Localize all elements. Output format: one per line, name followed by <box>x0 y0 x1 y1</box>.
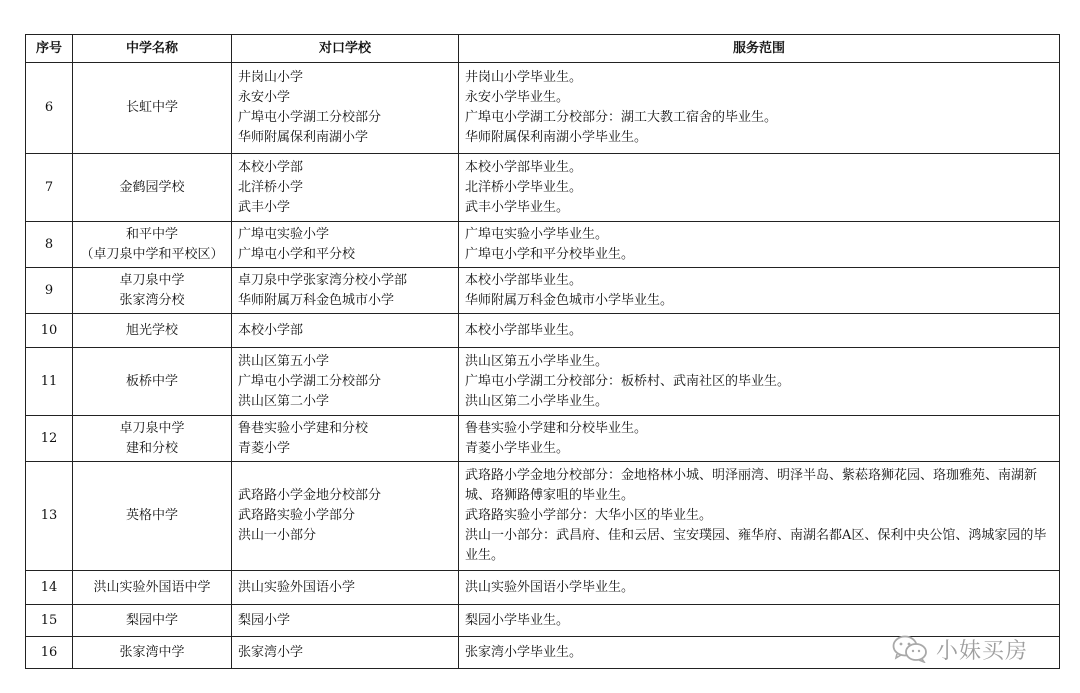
scope-line: 本校小学部毕业生。 <box>465 159 583 175</box>
row-index: 11 <box>26 348 73 416</box>
scope-line: 鲁巷实验小学建和分校毕业生。 <box>465 420 648 436</box>
primary-schools-cell <box>232 348 459 416</box>
middle-school-name: （卓刀泉中学和平校区） <box>80 246 224 262</box>
table-row <box>26 462 1060 571</box>
table-body <box>26 63 1060 669</box>
table-row <box>26 416 1060 462</box>
header-index: 序号 <box>26 35 73 63</box>
primary-schools-cell <box>232 462 459 571</box>
scope-line: 广埠屯小学湖工分校部分：湖工大教工宿舍的毕业生。 <box>465 110 778 125</box>
scope-line: 广埠屯小学湖工分校部分：板桥村、武南社区的毕业生。 <box>465 373 791 389</box>
middle-school-cell <box>73 571 232 605</box>
primary-schools-cell <box>232 63 459 154</box>
row-index: 7 <box>26 154 73 222</box>
primary-school-name: 卓刀泉中学张家湾分校小学部 <box>238 272 408 288</box>
primary-school-name: 武珞路实验小学部分 <box>238 508 356 523</box>
middle-school-name: 板桥中学 <box>125 373 178 389</box>
middle-school-cell <box>73 154 232 222</box>
middle-school-name: 和平中学 <box>125 226 178 242</box>
scope-line: 洪山区第五小学毕业生。 <box>465 353 609 369</box>
header-primary-schools: 对口学校 <box>232 35 459 63</box>
scope-line: 武珞路小学金地分校部分：金地格林小城、明泽丽湾、明泽半岛、紫菘珞狮花园、珞珈雅苑、南湖新城、珞狮路傅家咀的毕业生。 <box>465 468 1038 503</box>
middle-school-name: 张家湾分校 <box>119 292 185 308</box>
row-index: 6 <box>26 63 73 154</box>
scope-line: 张家湾小学毕业生。 <box>465 644 583 660</box>
middle-school-cell <box>73 222 232 268</box>
primary-school-name: 井岗山小学 <box>238 70 304 85</box>
middle-school-name: 张家湾中学 <box>119 644 185 660</box>
middle-school-name: 英格中学 <box>125 508 178 523</box>
primary-school-name: 洪山区第二小学 <box>238 393 330 409</box>
middle-school-name: 长虹中学 <box>125 100 178 115</box>
middle-school-name: 旭光学校 <box>125 322 178 338</box>
primary-school-name: 华师附属万科金色城市小学 <box>238 292 395 308</box>
wechat-icon <box>892 635 928 663</box>
middle-school-cell <box>73 314 232 348</box>
scope-line: 华师附属保利南湖小学毕业生。 <box>465 130 648 145</box>
scope-line: 武丰小学毕业生。 <box>465 199 570 215</box>
primary-schools-cell <box>232 314 459 348</box>
primary-school-name: 北洋桥小学 <box>238 179 304 195</box>
scope-line: 梨园小学毕业生。 <box>465 612 570 628</box>
table-row <box>26 63 1060 154</box>
scope-cell <box>459 314 1060 348</box>
primary-school-name: 张家湾小学 <box>238 644 304 660</box>
primary-school-name: 永安小学 <box>238 90 291 105</box>
watermark-text: 小妹买房 <box>936 638 1029 664</box>
middle-school-cell <box>73 63 232 154</box>
scope-line: 北洋桥小学毕业生。 <box>465 179 583 195</box>
primary-school-name: 华师附属保利南湖小学 <box>238 130 369 145</box>
row-index: 14 <box>26 571 73 605</box>
table-header-row <box>26 35 1060 63</box>
scope-line: 洪山一小部分：武昌府、佳和云居、宝安璞园、雍华府、南湖名都A区、保利中央公馆、鸿城家园的毕业生。 <box>465 528 1047 563</box>
table-row <box>26 268 1060 314</box>
middle-school-cell <box>73 462 232 571</box>
primary-schools-cell <box>232 571 459 605</box>
scope-cell <box>459 348 1060 416</box>
row-index: 15 <box>26 605 73 637</box>
scope-line: 洪山区第二小学毕业生。 <box>465 393 609 409</box>
primary-school-name: 洪山一小部分 <box>238 528 317 543</box>
row-index: 16 <box>26 637 73 669</box>
table-row <box>26 571 1060 605</box>
table-row <box>26 314 1060 348</box>
row-index: 8 <box>26 222 73 268</box>
middle-school-cell <box>73 268 232 314</box>
primary-school-name: 广埠屯小学湖工分校部分 <box>238 110 382 125</box>
primary-schools-cell <box>232 154 459 222</box>
scope-cell <box>459 571 1060 605</box>
scope-cell <box>459 416 1060 462</box>
scope-line: 永安小学毕业生。 <box>465 90 570 105</box>
table-row <box>26 222 1060 268</box>
middle-school-name: 卓刀泉中学 <box>119 272 185 288</box>
primary-school-name: 梨园小学 <box>238 612 291 628</box>
middle-school-name: 卓刀泉中学 <box>119 420 185 436</box>
header-middle-school: 中学名称 <box>73 35 232 63</box>
primary-schools-cell <box>232 268 459 314</box>
scope-line: 广埠屯小学和平分校毕业生。 <box>465 246 635 262</box>
scope-cell <box>459 154 1060 222</box>
scope-cell <box>459 222 1060 268</box>
row-index: 13 <box>26 462 73 571</box>
header-scope: 服务范围 <box>459 35 1060 63</box>
primary-schools-cell <box>232 222 459 268</box>
scope-line: 本校小学部毕业生。 <box>465 322 583 338</box>
row-index: 12 <box>26 416 73 462</box>
scope-line: 本校小学部毕业生。 <box>465 272 583 288</box>
middle-school-name: 洪山实验外国语中学 <box>93 579 211 595</box>
primary-schools-cell <box>232 416 459 462</box>
scope-line: 青菱小学毕业生。 <box>465 440 570 456</box>
primary-school-name: 洪山区第五小学 <box>238 353 330 369</box>
watermark <box>892 632 1028 666</box>
primary-school-name: 本校小学部 <box>238 322 304 338</box>
middle-school-name: 梨园中学 <box>125 612 178 628</box>
primary-school-name: 武珞路小学金地分校部分 <box>238 488 382 503</box>
scope-line: 武珞路实验小学部分：大华小区的毕业生。 <box>465 508 713 523</box>
table-row <box>26 154 1060 222</box>
primary-schools-cell <box>232 637 459 669</box>
middle-school-name: 建和分校 <box>125 440 178 456</box>
row-index: 10 <box>26 314 73 348</box>
middle-school-cell <box>73 605 232 637</box>
primary-school-name: 本校小学部 <box>238 159 304 175</box>
middle-school-name: 金鹤园学校 <box>119 179 185 195</box>
scope-cell <box>459 63 1060 154</box>
middle-school-cell <box>73 637 232 669</box>
scope-line: 洪山实验外国语小学毕业生。 <box>465 579 635 595</box>
primary-school-name: 洪山实验外国语小学 <box>238 579 356 595</box>
scope-cell <box>459 268 1060 314</box>
primary-schools-cell <box>232 605 459 637</box>
primary-school-name: 广埠屯小学湖工分校部分 <box>238 373 382 389</box>
primary-school-name: 广埠屯实验小学 <box>238 226 330 242</box>
primary-school-name: 武丰小学 <box>238 199 291 215</box>
school-district-table <box>25 34 1060 669</box>
primary-school-name: 鲁巷实验小学建和分校 <box>238 420 369 436</box>
scope-cell <box>459 462 1060 571</box>
table-row <box>26 348 1060 416</box>
middle-school-cell <box>73 416 232 462</box>
middle-school-cell <box>73 348 232 416</box>
scope-line: 华师附属万科金色城市小学毕业生。 <box>465 292 674 308</box>
row-index: 9 <box>26 268 73 314</box>
primary-school-name: 青菱小学 <box>238 440 291 456</box>
scope-line: 广埠屯实验小学毕业生。 <box>465 226 609 242</box>
primary-school-name: 广埠屯小学和平分校 <box>238 246 356 262</box>
scope-line: 井岗山小学毕业生。 <box>465 70 583 85</box>
